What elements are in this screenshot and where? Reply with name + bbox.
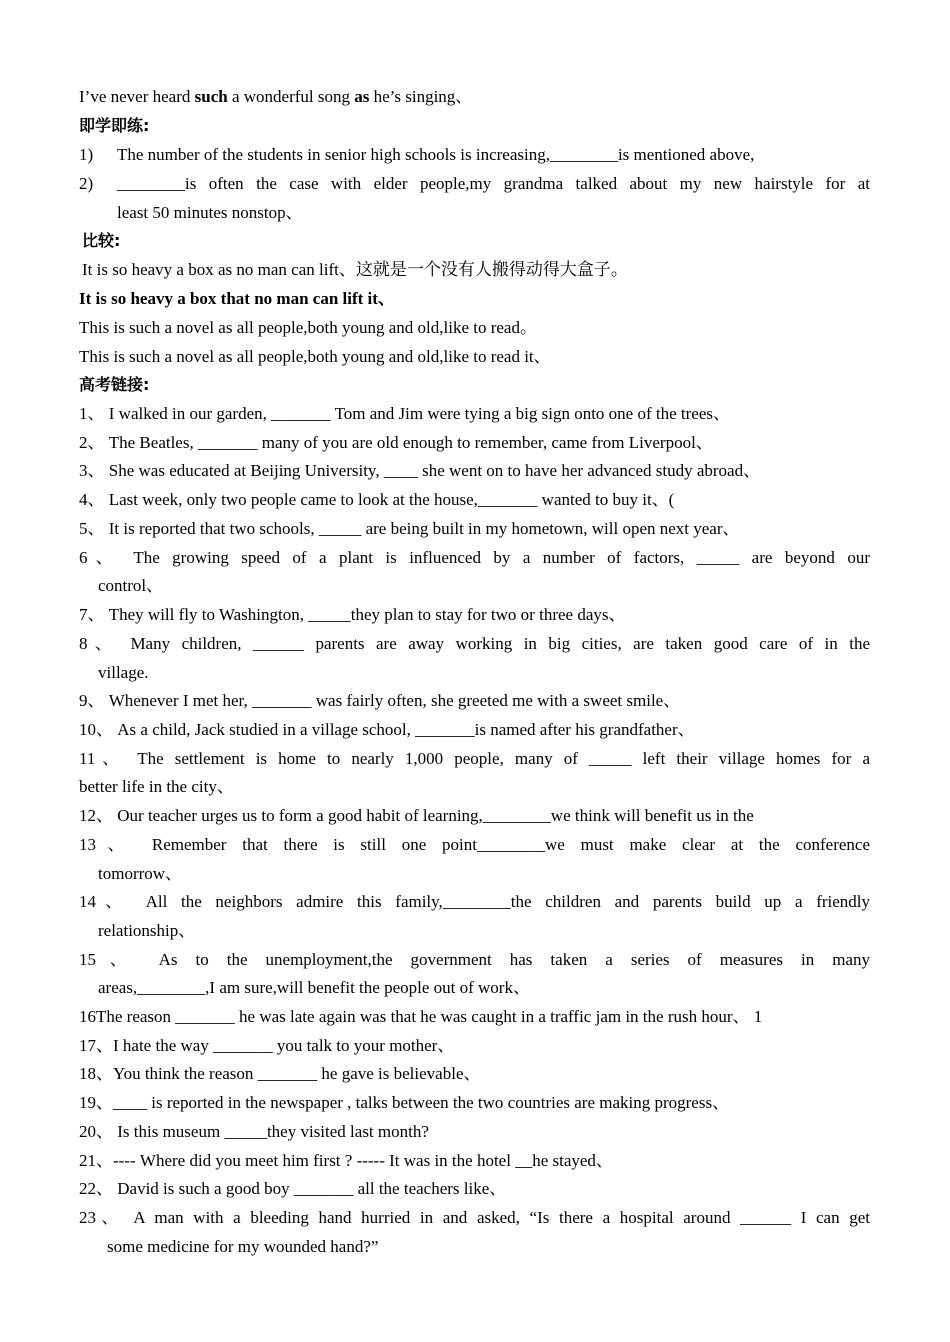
question-text: David is such a good boy _______ all the teachers like、: [117, 1179, 507, 1198]
question-text: ---- Where did you meet him first ? ----- It was in the hotel __he stayed、: [113, 1151, 613, 1170]
question-number: 18、: [79, 1064, 113, 1083]
question-text: Remember that there is still one point________we must make clear at the conference: [151, 835, 871, 854]
question-line: [79, 1146, 870, 1175]
intro-sentence: [79, 82, 870, 111]
question-line-cont: relationship、: [98, 921, 196, 940]
question-number: 7、: [79, 605, 105, 624]
intro-text-3: he’s singing、: [369, 87, 473, 106]
question-line: [79, 1059, 870, 1088]
question-text: ____ is reported in the newspaper , talks between the two countries are making progress、: [113, 1093, 730, 1112]
question-text: You think the reason _______ he gave is believable、: [113, 1064, 481, 1083]
question-number: 3、: [79, 461, 105, 480]
question-number: 8、: [79, 634, 119, 653]
question-text: The Beatles, _______ many of you are old enough to remember, came from Liverpool、: [108, 433, 713, 452]
practice-number: 2): [79, 174, 94, 193]
question-text: Whenever I met her, _______ was fairly often, she greeted me with a sweet smile、: [108, 691, 681, 710]
question-text: The growing speed of a plant is influenced by a number of factors, _____ are beyond our: [133, 548, 870, 567]
question-number: 22、: [79, 1179, 113, 1198]
question-number: 19、: [79, 1093, 113, 1112]
compare-line: This is such a novel as all people,both young and old,like to read it、: [79, 347, 551, 366]
compare-line: This is such a novel as all people,both young and old,like to read。: [79, 318, 537, 337]
question-number: 20、: [79, 1122, 113, 1141]
question-text: I walked in our garden, _______ Tom and Jim were tying a big sign onto one of the trees、: [108, 404, 730, 423]
question-line: [79, 600, 870, 629]
question-text: Our teacher urges us to form a good habit of learning,________we think will benefit us in the: [117, 806, 754, 825]
question-number: 2、: [79, 433, 105, 452]
question-text: As a child, Jack studied in a village school, _______is named after his grandfather、: [117, 720, 695, 739]
gaokao-heading: 高考链接:: [79, 375, 150, 394]
question-line: [79, 1203, 870, 1232]
intro-text-2: a wonderful song: [227, 87, 355, 106]
question-line: [79, 830, 870, 859]
question-line: [79, 1174, 870, 1203]
question-text: It is reported that two schools, _____ are being built in my hometown, will open next year、: [108, 519, 740, 538]
question-number: 6、: [79, 548, 121, 567]
question-text: The reason _______ he was late again was that he was caught in a traffic jam in the rush hour、 1: [96, 1007, 763, 1026]
intro-keyword-such: such: [194, 87, 228, 106]
question-number: 21、: [79, 1151, 113, 1170]
question-line: [79, 715, 870, 744]
practice-number: 1): [79, 145, 94, 164]
question-line-cont: areas,________,I am sure,will benefit the people out of work、: [98, 978, 530, 997]
question-line: [79, 1088, 870, 1117]
question-line: [79, 514, 870, 543]
question-number: 10、: [79, 720, 113, 739]
question-line: [79, 887, 870, 916]
question-number: 5、: [79, 519, 105, 538]
question-line-cont: better life in the city、: [79, 777, 234, 796]
question-text: Last week, only two people came to look at the house,_______ wanted to buy it、(: [108, 490, 675, 509]
question-line: [79, 485, 870, 514]
question-text: Many children, ______ parents are away working in big cities, are taken good care of in the: [130, 634, 871, 653]
question-text: Is this museum _____they visited last month?: [117, 1122, 429, 1141]
intro-text-1: I’ve never heard: [79, 87, 195, 106]
question-text: All the neighbors admire this family,________the children and parents build up a friendly: [145, 892, 871, 911]
question-text: She was educated at Beijing University, ____ she went on to have her advanced study abroad、: [108, 461, 761, 480]
practice-heading: 即学即练:: [79, 116, 150, 135]
question-number: 23、: [79, 1208, 124, 1227]
question-number: 12、: [79, 806, 113, 825]
intro-keyword-as: as: [354, 87, 370, 106]
question-text: As to the unemployment,the government has taken a series of measures in many: [158, 950, 871, 969]
question-line-cont: some medicine for my wounded hand?”: [107, 1237, 379, 1256]
practice-line: The number of the students in senior high schools is increasing,________is mentioned above,: [117, 145, 755, 164]
question-line-cont: village.: [98, 663, 149, 682]
question-line: [79, 456, 870, 485]
question-number: 13、: [79, 835, 137, 854]
question-text: They will fly to Washington, _____they plan to stay for two or three days、: [108, 605, 626, 624]
question-number: 14、: [79, 892, 132, 911]
compare-line: It is so heavy a box as no man can lift、这就是一个没有人搬得动得大盒子。: [82, 260, 628, 279]
practice-line-cont: least 50 minutes nonstop、: [117, 203, 303, 222]
question-line: [79, 1117, 870, 1146]
question-line: [79, 945, 870, 974]
question-line: [79, 801, 870, 830]
practice-line: ________is often the case with elder people,my grandma talked about my new hairstyle for at: [117, 174, 870, 193]
question-line: [79, 629, 870, 658]
question-text: I hate the way _______ you talk to your mother、: [113, 1036, 455, 1055]
question-number: 11、: [79, 749, 127, 768]
question-number: 15、: [79, 950, 141, 969]
question-line-cont: tomorrow、: [98, 864, 183, 883]
question-line: [79, 399, 870, 428]
question-line: [79, 686, 870, 715]
question-line: [79, 543, 870, 572]
question-number: 1、: [79, 404, 105, 423]
question-number: 17、: [79, 1036, 113, 1055]
compare-heading: 比较:: [82, 231, 121, 250]
question-text: The settlement is home to nearly 1,000 people, many of _____ left their village homes for a: [137, 749, 870, 768]
question-line-cont: control、: [98, 576, 164, 595]
compare-line-bold: It is so heavy a box that no man can lift it、: [79, 289, 395, 308]
question-number: 16: [79, 1007, 96, 1026]
question-line: [79, 428, 870, 457]
question-line: [79, 1002, 870, 1031]
question-number: 9、: [79, 691, 105, 710]
question-line: [79, 1031, 870, 1060]
question-line: [79, 744, 870, 773]
question-text: A man with a bleeding hand hurried in and asked, “Is there a hospital around ______ I can get: [133, 1208, 871, 1227]
question-number: 4、: [79, 490, 105, 509]
